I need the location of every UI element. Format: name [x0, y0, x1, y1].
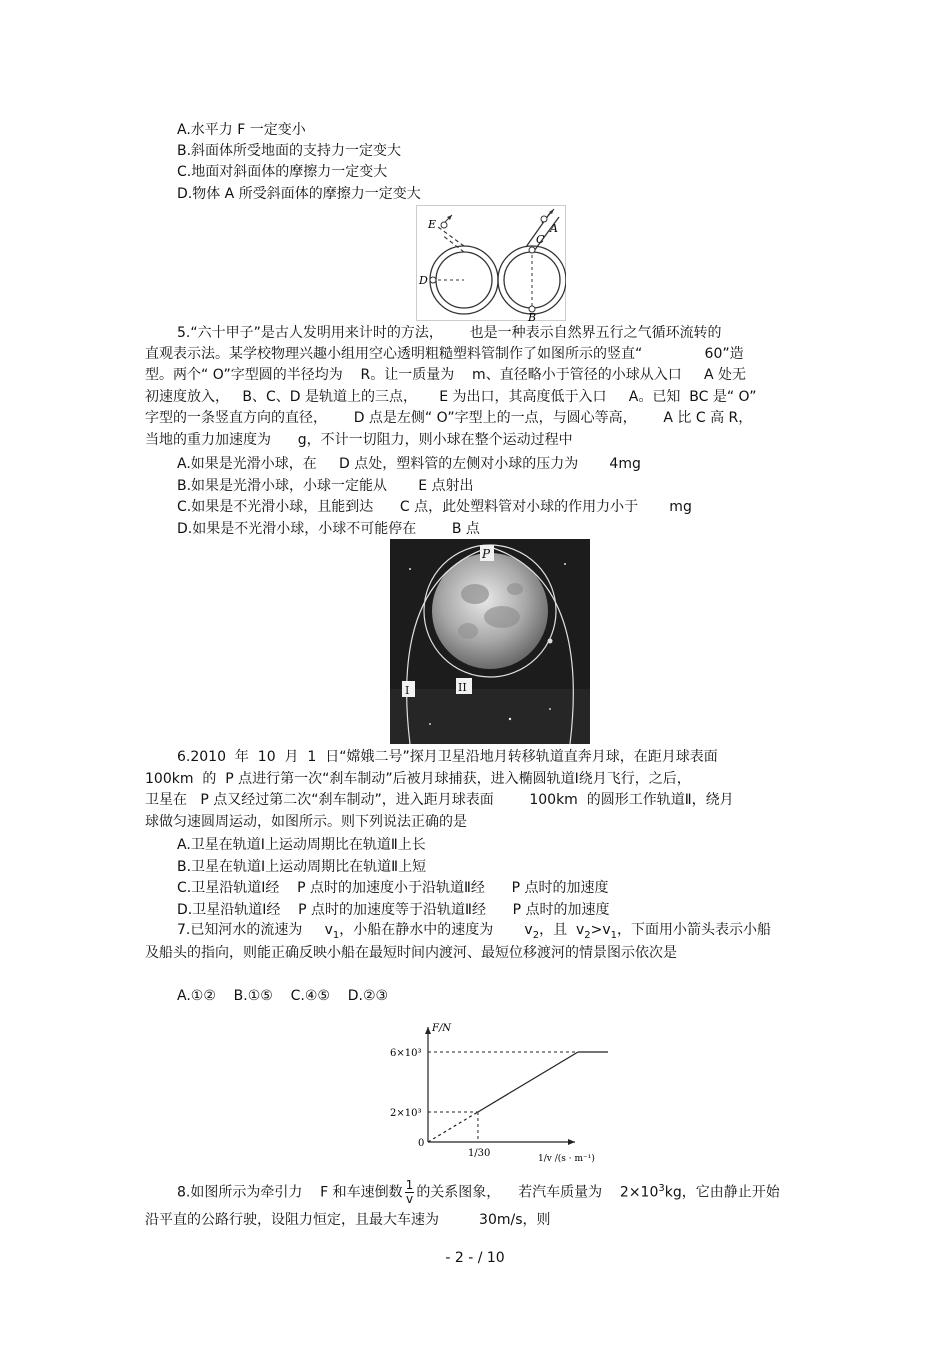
q6-line-1: 6.2010 年 10 月 1 日“嫦娥二号”探月卫星沿地月转移轨道直奔月球，在距月球表面 [177, 749, 718, 765]
q7-text-d: >v [590, 922, 611, 938]
force-velocity-chart [360, 1015, 610, 1170]
q7-text-c: ，且 v [539, 922, 585, 938]
q5-option-d: D.如果是不光滑小球，小球不可能停在 B 点 [177, 521, 480, 537]
q6-line-4: 球做匀速圆周运动，如图所示。则下列说法正确的是 [145, 814, 467, 830]
x-tick-label: 0 [418, 1138, 425, 1149]
q7-sub-v2: 2 [532, 929, 540, 941]
q4-option-b: B.斜面体所受地面的支持力一定变大 [177, 143, 402, 159]
page-number: - 2 - / 10 [445, 1250, 505, 1266]
label-a: A [550, 222, 558, 235]
sixty-track-figure [416, 205, 566, 321]
q8-text-a: 8.如图所示为牵引力 F 和车速倒数 [177, 1184, 403, 1201]
q7-line-1 [177, 920, 771, 946]
q8-text-c: kg，它由静止开始 [664, 1184, 780, 1201]
moon-orbit-figure [390, 539, 590, 744]
q6-option-c: C.卫星沿轨道Ⅰ经 P 点时的加速度小于沿轨道Ⅱ经 P 点时的加速度 [177, 880, 609, 896]
q7-options: A.①② B.①⑤ C.④⑤ D.②③ [177, 988, 389, 1004]
label-e: E [428, 218, 437, 231]
q4-option-a: A.水平力 F 一定变小 [177, 122, 306, 138]
q7-text-a: 7.已知河水的流速为 v [177, 922, 333, 938]
q8-text-b: 的关系图象， 若汽车质量为 2×10 [416, 1184, 659, 1201]
q5-option-c: C.如果是不光滑小球，且能到达 C 点，此处塑料管对小球的作用力小于 mg [177, 499, 692, 515]
q6-line-3: 卫星在 P 点又经过第二次“刹车制动”，进入距月球表面 100km 的圆形工作轨道Ⅱ，绕月 [145, 792, 734, 808]
q6-option-a: A.卫星在轨道Ⅰ上运动周期比在轨道Ⅱ上长 [177, 837, 426, 853]
label-b: B [528, 311, 537, 321]
fraction-numerator: 1 [405, 1178, 414, 1193]
q5-option-b: B.如果是光滑小球，小球一定能从 E 点射出 [177, 478, 474, 494]
q8-line-2: 沿平直的公路行驶，设阻力恒定，且最大车速为 30m/s，则 [145, 1212, 551, 1228]
q8-exponent: 3 [658, 1183, 665, 1194]
q7-line-2: 及船头的指向，则能正确反映小船在最短时间内渡河、最短位移渡河的情景图示依次是 [145, 945, 677, 961]
q5-line-2: 直观表示法。某学校物理兴趣小组用空心透明粗糙塑料管制作了如图所示的竖直“ 60”造 [145, 346, 744, 362]
q5-line-4: 初速度放入， B、C、D 是轨道上的三点， E 为出口，其高度低于入口 A。已知 BC 是“ O” [145, 389, 757, 405]
x-axis-label: 1/v /(s · m⁻¹) [538, 1154, 595, 1164]
q7-text-b: ，小船在静水中的速度为 v [339, 922, 533, 938]
q6-option-b: B.卫星在轨道Ⅰ上运动周期比在轨道Ⅱ上短 [177, 859, 427, 875]
series-line-2 [428, 1112, 478, 1142]
y-tick-label: 6×10³ [390, 1048, 422, 1059]
q5-option-a: A.如果是光滑小球，在 D 点处，塑料管的左侧对小球的压力为 4mg [177, 456, 641, 472]
q6-line-2: 100km 的 P 点进行第一次“刹车制动”后被月球捕获，进入椭圆轨道Ⅰ绕月飞行，之后， [145, 771, 691, 787]
q8-line-1 [177, 1175, 780, 1207]
q4-option-c: C.地面对斜面体的摩擦力一定变大 [177, 164, 388, 180]
q7-sub-v1b: 1 [610, 929, 618, 941]
y-tick-label: 2×10³ [390, 1108, 422, 1119]
series-line-0 [478, 1052, 578, 1112]
q7-sub-v1: 1 [332, 929, 340, 941]
q4-option-d: D.物体 A 所受斜面体的摩擦力一定变大 [177, 186, 421, 202]
x-tick-label: 1/30 [467, 1148, 491, 1159]
label-c: C [536, 233, 545, 246]
q5-line-3: 型。两个“ O”字型圆的半径均为 R。让一质量为 m、直径略小于管径的小球从入口 A 处无 [145, 367, 746, 383]
label-p: P [482, 547, 491, 561]
fraction-denominator: v [405, 1192, 414, 1207]
q6-option-d: D.卫星沿轨道Ⅰ经 P 点时的加速度等于沿轨道Ⅱ经 P 点时的加速度 [177, 902, 610, 918]
label-orbit-i: I [405, 684, 410, 697]
q5-line-6: 当地的重力加速度为 g，不计一切阻力，则小球在整个运动过程中 [145, 432, 573, 448]
y-axis-label: F/N [432, 1023, 452, 1034]
inverse-v-fraction [405, 1179, 415, 1206]
q7-text-e: ，下面用小箭头表示小船 [617, 922, 772, 938]
label-d: D [419, 274, 428, 287]
label-orbit-ii: II [458, 681, 467, 694]
q7-sub-v2b: 2 [584, 929, 591, 941]
q5-line-1: 5.“六十甲子”是古人发明用来计时的方法， 也是一种表示自然界五行之气循环流转的 [177, 325, 722, 341]
q5-line-5: 字型的一条竖直方向的直径， D 点是左侧“ O”字型上的一点，与圆心等高， A 比 C 高 R， [145, 410, 753, 426]
